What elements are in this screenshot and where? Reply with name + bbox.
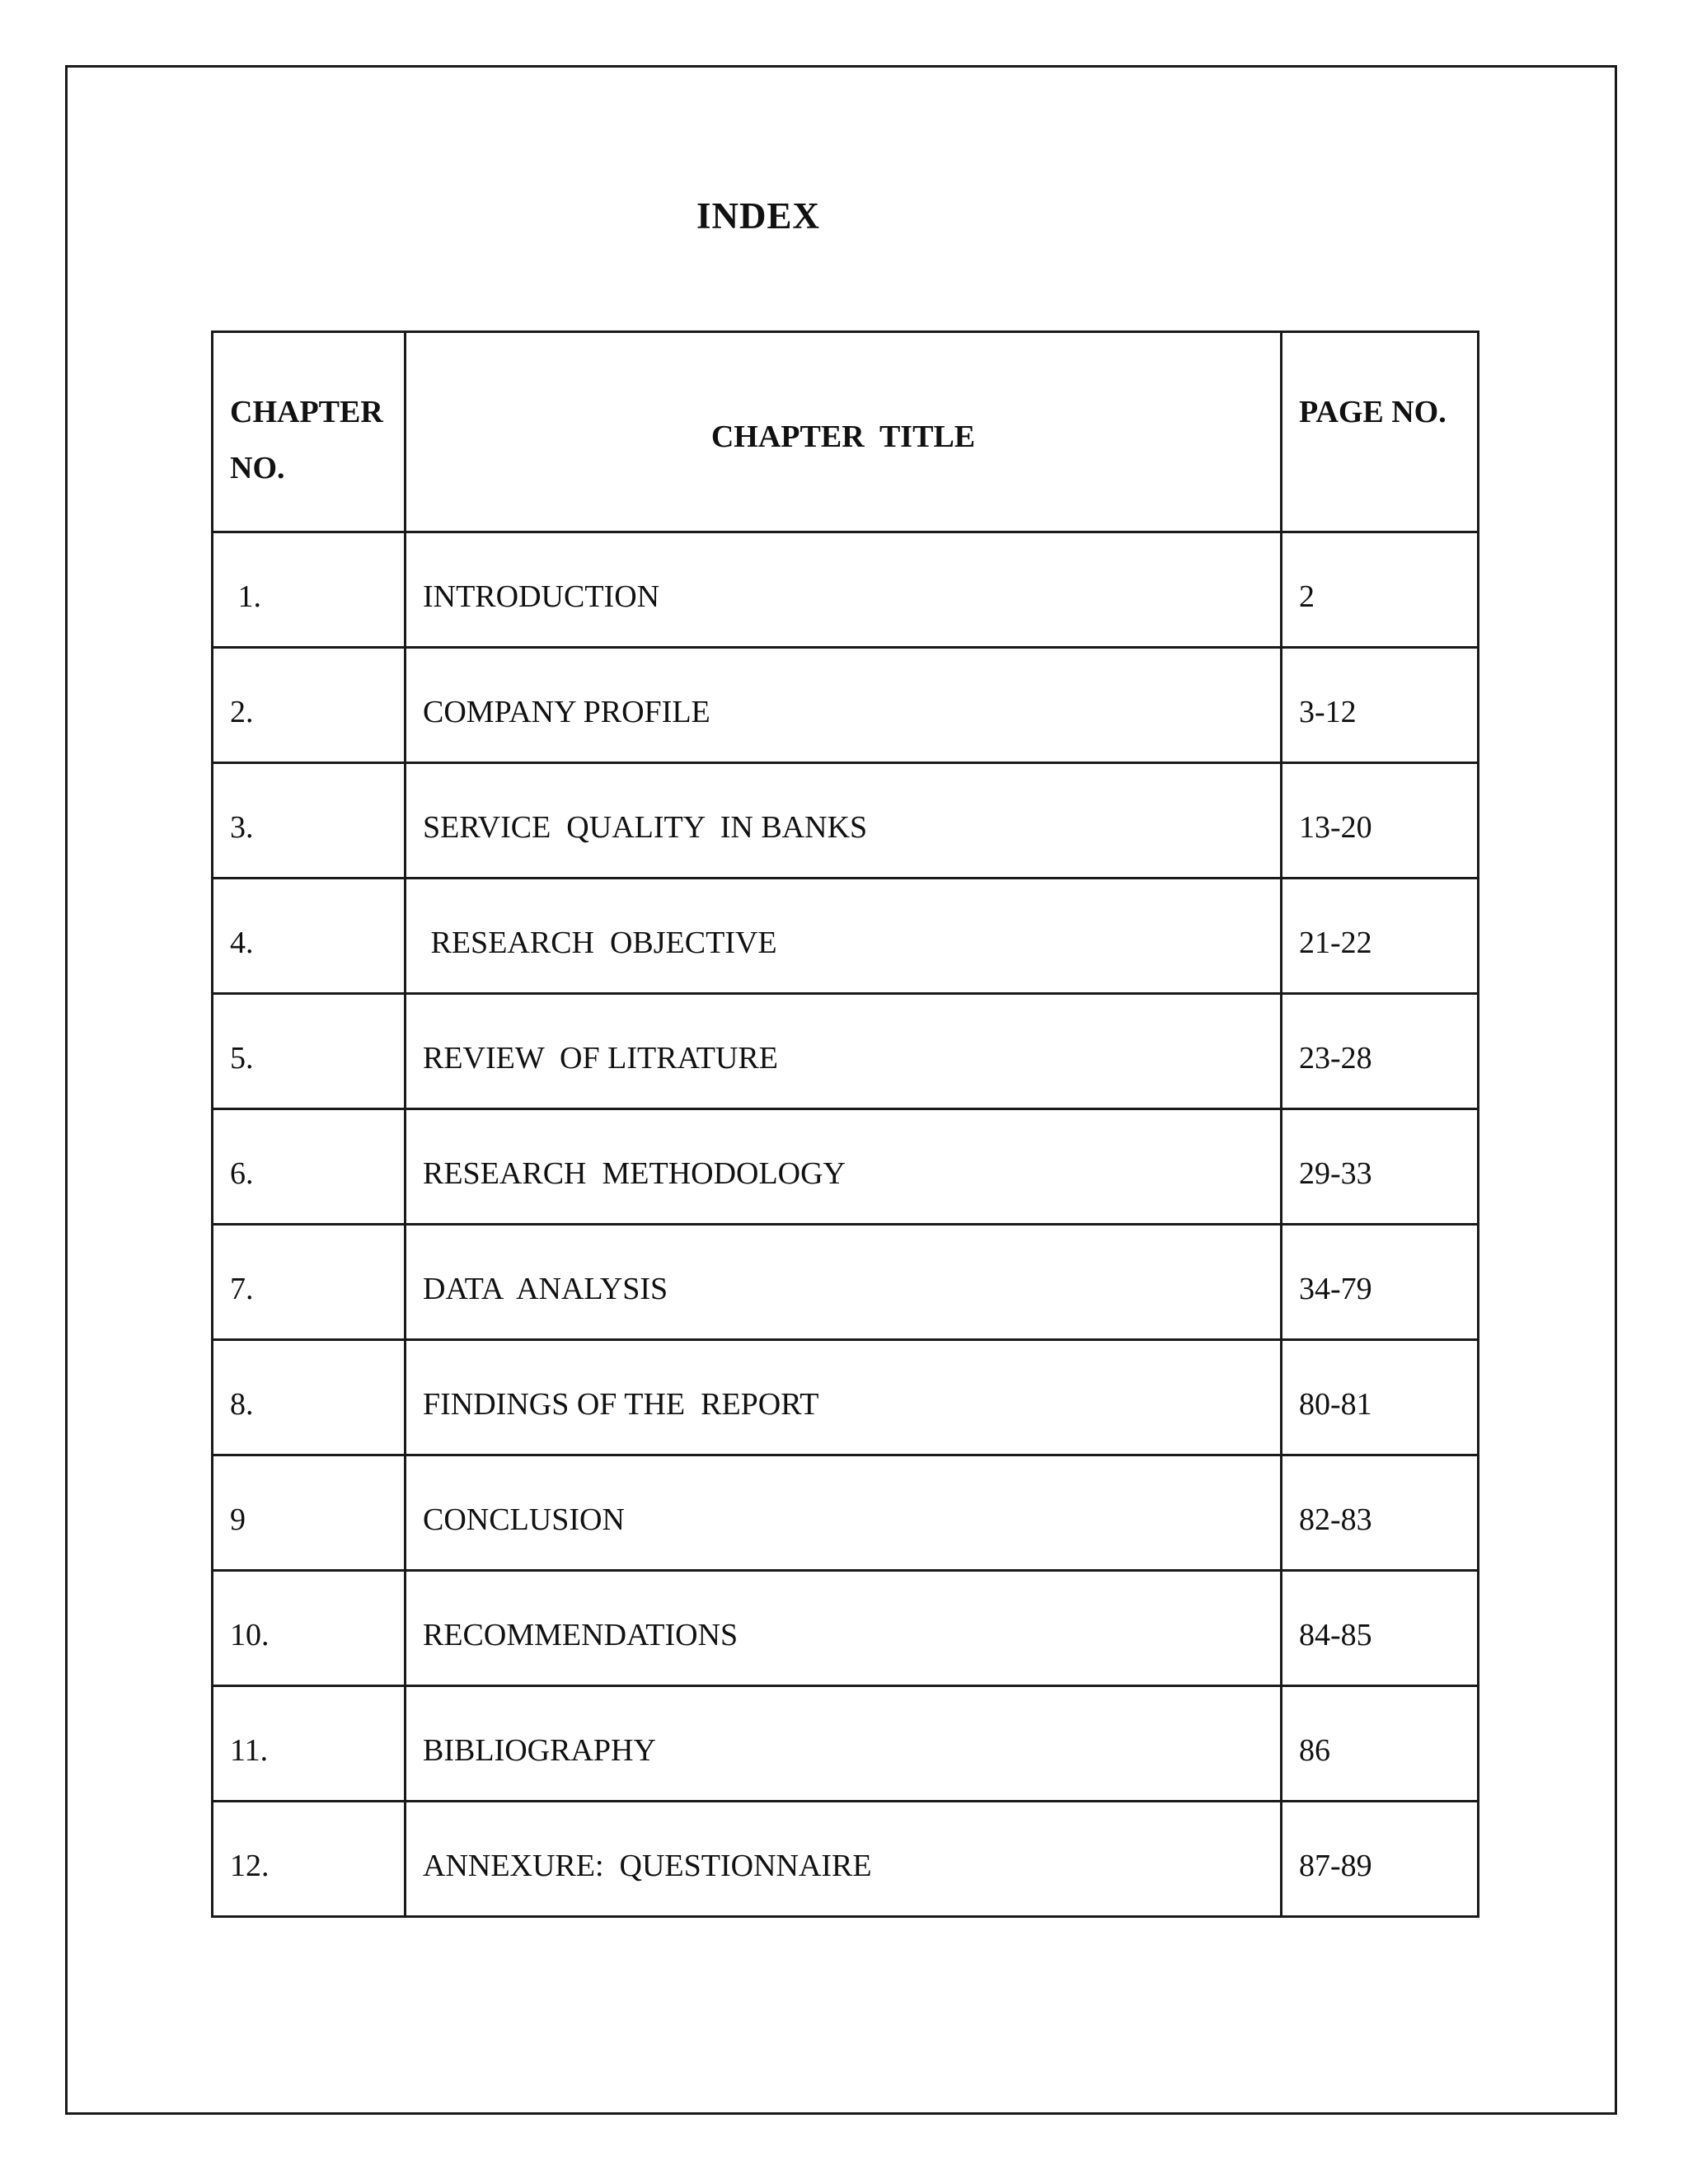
page-range: 86 [1282,1686,1479,1802]
table-header-row [213,332,1479,532]
chapter-title: RESEARCH OBJECTIVE [406,879,1282,994]
chapter-number: 1. [213,532,406,648]
table-row [213,648,1479,763]
chapter-title: CONCLUSION [406,1455,1282,1571]
chapter-number: 11. [213,1686,406,1802]
chapter-title: ANNEXURE: QUESTIONNAIRE [406,1802,1282,1917]
page-range: 29-33 [1282,1109,1479,1225]
header-chapter-title: CHAPTER TITLE [406,332,1282,532]
table-row [213,1455,1479,1571]
chapter-title: FINDINGS OF THE REPORT [406,1340,1282,1455]
index-table [211,330,1479,1918]
table-row [213,1571,1479,1686]
table-row [213,994,1479,1109]
header-chapter-no: CHAPTER NO. [213,332,406,532]
chapter-title: SERVICE QUALITY IN BANKS [406,763,1282,879]
table-row [213,532,1479,648]
page-range: 84-85 [1282,1571,1479,1686]
chapter-title: BIBLIOGRAPHY [406,1686,1282,1802]
table-row [213,1802,1479,1917]
chapter-number: 6. [213,1109,406,1225]
chapter-title: COMPANY PROFILE [406,648,1282,763]
chapter-number: 2. [213,648,406,763]
table-row [213,1340,1479,1455]
chapter-title: RESEARCH METHODOLOGY [406,1109,1282,1225]
page-range: 3-12 [1282,648,1479,763]
table-row [213,1109,1479,1225]
table-row [213,879,1479,994]
chapter-number: 5. [213,994,406,1109]
chapter-number: 7. [213,1225,406,1340]
chapter-title: INTRODUCTION [406,532,1282,648]
page-range: 13-20 [1282,763,1479,879]
chapter-number: 10. [213,1571,406,1686]
page-range: 23-28 [1282,994,1479,1109]
chapter-number: 3. [213,763,406,879]
header-page-no: PAGE NO. [1282,332,1479,532]
chapter-title: REVIEW OF LITRATURE [406,994,1282,1109]
page-range: 82-83 [1282,1455,1479,1571]
page-range: 87-89 [1282,1802,1479,1917]
table-row [213,1686,1479,1802]
chapter-number: 8. [213,1340,406,1455]
page-range: 21-22 [1282,879,1479,994]
page-range: 2 [1282,532,1479,648]
page-title: INDEX [696,195,821,237]
chapter-number: 12. [213,1802,406,1917]
page-range: 80-81 [1282,1340,1479,1455]
chapter-number: 4. [213,879,406,994]
chapter-number: 9 [213,1455,406,1571]
chapter-title: RECOMMENDATIONS [406,1571,1282,1686]
page-range: 34-79 [1282,1225,1479,1340]
table-row [213,763,1479,879]
table-row [213,1225,1479,1340]
chapter-title: DATA ANALYSIS [406,1225,1282,1340]
